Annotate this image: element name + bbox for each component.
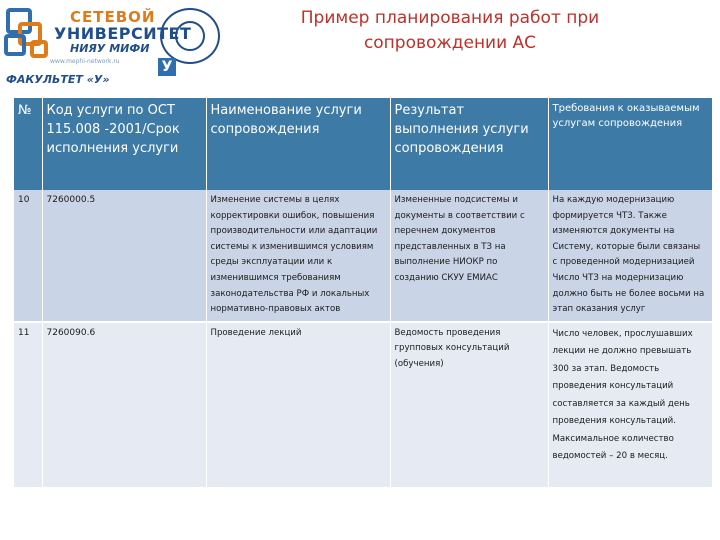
row-number: 11: [14, 322, 42, 487]
column-header-code: Код услуги по ОСТ 115.008 -2001/Срок исполнения услуги: [42, 98, 206, 190]
row-code: 7260090.6: [42, 322, 206, 487]
university-emblem-icon: [160, 8, 220, 64]
row-requirements: На каждую модернизацию формируется ЧТЗ. Также изменяются документы на Систему, которые были связаны с проведенной модернизацией Число ЧТЗ на модернизацию должно быть не более восьми на этап оказания услуг: [548, 190, 712, 322]
row-result: Измененные подсистемы и документы в соответствии с перечнем документов представленных в ТЗ на выполнение НИОКР по созданию СКУУ ЕМИАС: [390, 190, 548, 322]
row-number: 10: [14, 190, 42, 322]
table-header-row: [14, 98, 712, 190]
logo-line2: УНИВЕРСИТЕТ: [54, 24, 192, 43]
page-title: Пример планирования работ при сопровождении АС: [300, 8, 600, 53]
column-header-requirements: Требования к оказываемым услугам сопровождения: [548, 98, 712, 190]
column-header-number: №: [14, 98, 42, 190]
table-row: [14, 322, 712, 487]
table-row: [14, 190, 712, 322]
logo-url: www.mephi-network.ru: [50, 58, 120, 65]
faculty-emblem-icon: У: [158, 58, 176, 76]
logo-line1: СЕТЕВОЙ: [70, 8, 156, 26]
row-result: Ведомость проведения групповых консультаций (обучения): [390, 322, 548, 487]
column-header-name: Наименование услуги сопровождения: [206, 98, 390, 190]
services-table: [14, 98, 713, 487]
column-header-result: Результат выполнения услуги сопровождения: [390, 98, 548, 190]
logo-square-icon: [4, 34, 26, 56]
row-requirements: Число человек, прослушавших лекции не должно превышать 300 за этап. Ведомость проведения консультаций составляется за каждый день проведения консультаций. Максимальное количество ведомостей – 20 в месяц.: [548, 322, 712, 487]
row-code: 7260000.5: [42, 190, 206, 322]
logo-line3: НИЯУ МИФИ: [70, 42, 150, 55]
row-name: Проведение лекций: [206, 322, 390, 487]
faculty-label: ФАКУЛЬТЕТ «У»: [6, 73, 110, 86]
logo-square-icon: [30, 40, 48, 58]
row-name: Изменение системы в целях корректировки ошибок, повышения производительности или адаптации системы к изменившимся условиям среды эксплуатации или к изменившимся требованиям законодательства РФ и локальных нормативно-правовых актов: [206, 190, 390, 322]
